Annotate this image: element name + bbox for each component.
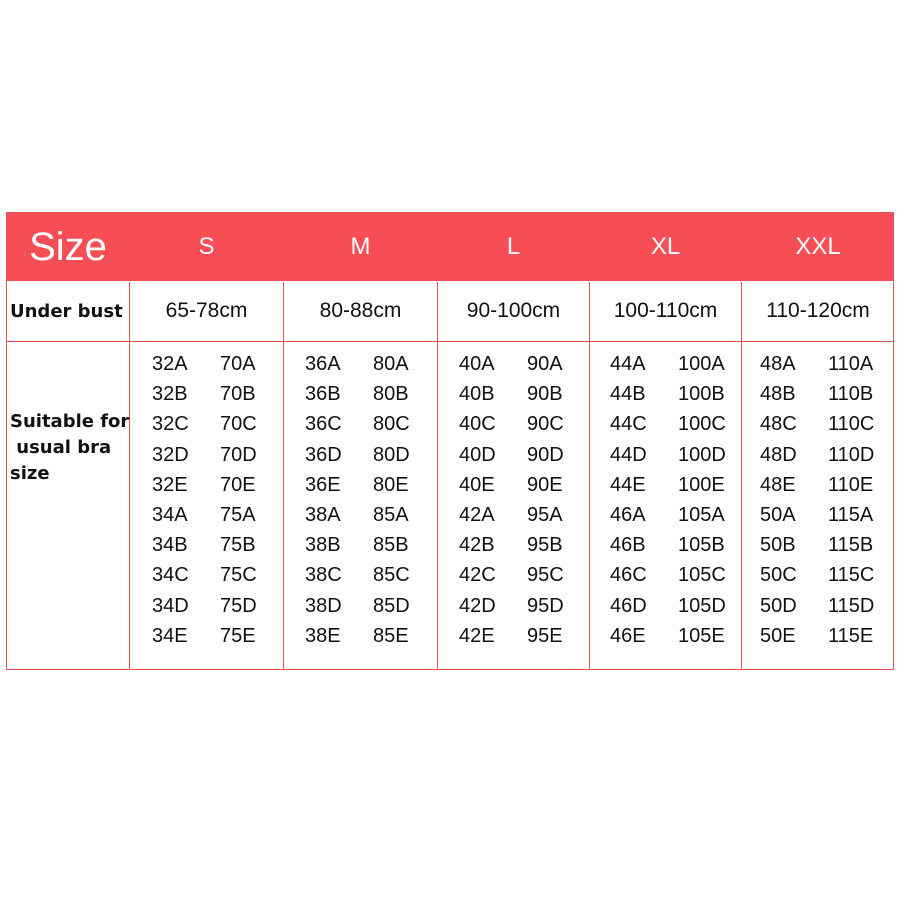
- bra-size-entry: [610, 560, 726, 590]
- eu-bra-size: 100E: [678, 473, 725, 496]
- bra-size-list-l: [459, 349, 564, 651]
- us-bra-size: 44E: [610, 473, 646, 496]
- eu-bra-size: 70A: [220, 353, 256, 375]
- under-bust-l: 90-100cm: [466, 299, 561, 322]
- bra-size-entry: [305, 530, 410, 560]
- eu-bra-size: 95C: [527, 564, 564, 587]
- bra-size-list-xl: [610, 349, 726, 651]
- bra-size-entry: [760, 470, 874, 500]
- bra-size-entry: [305, 591, 410, 621]
- eu-bra-size: 115E: [828, 624, 874, 647]
- under-bust-m: 80-88cm: [319, 299, 402, 322]
- eu-bra-size: 95B: [527, 534, 563, 557]
- bra-size-entry: [760, 560, 874, 590]
- eu-bra-size: 105A: [678, 504, 725, 527]
- us-bra-size: 44B: [610, 383, 646, 406]
- under-bust-label: Under bust: [10, 301, 123, 322]
- us-bra-size: 36C: [305, 413, 342, 436]
- us-bra-size: 46C: [610, 564, 647, 587]
- us-bra-size: 32D: [152, 443, 189, 466]
- bra-size-entry: [305, 440, 410, 470]
- bra-size-entry: [152, 530, 257, 560]
- bra-size-entry: [305, 560, 410, 590]
- bra-size-label-line: usual bra: [10, 437, 112, 458]
- size-header-xxl: XXL: [795, 233, 841, 260]
- eu-bra-size: 100C: [678, 413, 726, 436]
- bra-size-entry: [459, 500, 564, 530]
- bra-size-entry: [459, 560, 564, 590]
- eu-bra-size: 115B: [828, 534, 874, 557]
- bra-size-entry: [152, 379, 257, 409]
- eu-bra-size: 110D: [828, 443, 875, 466]
- bra-size-entry: [459, 349, 564, 379]
- bra-size-entry: [610, 530, 726, 560]
- bra-size-entry: [610, 621, 726, 651]
- bra-size-entry: [760, 621, 874, 651]
- bra-size-entry: [610, 500, 726, 530]
- us-bra-size: 32C: [152, 413, 189, 436]
- bra-size-entry: [459, 470, 564, 500]
- us-bra-size: 36B: [305, 383, 341, 406]
- us-bra-size: 44C: [610, 413, 647, 436]
- us-bra-size: 34E: [152, 624, 188, 647]
- eu-bra-size: 85C: [373, 564, 410, 587]
- bra-size-list-m: [305, 349, 410, 651]
- bra-size-entry: [610, 440, 726, 470]
- bra-size-entry: [152, 621, 257, 651]
- us-bra-size: 42E: [459, 624, 495, 647]
- us-bra-size: 38E: [305, 624, 341, 647]
- us-bra-size: 32E: [152, 473, 188, 496]
- eu-bra-size: 85D: [373, 594, 410, 617]
- size-chart: [6, 212, 894, 670]
- us-bra-size: 34A: [152, 504, 188, 527]
- us-bra-size: 38D: [305, 594, 342, 617]
- bra-size-entry: [305, 500, 410, 530]
- eu-bra-size: 90A: [527, 353, 563, 375]
- bra-size-entry: [152, 591, 257, 621]
- bra-size-list-s: [152, 349, 257, 651]
- us-bra-size: 38A: [305, 504, 341, 527]
- under-bust-s: 65-78cm: [165, 299, 248, 322]
- bra-size-entry: [152, 500, 257, 530]
- bra-size-entry: [610, 349, 726, 379]
- bra-size-entry: [305, 621, 410, 651]
- us-bra-size: 48A: [760, 353, 796, 375]
- us-bra-size: 40D: [459, 443, 496, 466]
- us-bra-size: 46A: [610, 504, 646, 527]
- eu-bra-size: 80A: [373, 353, 409, 375]
- eu-bra-size: 110B: [828, 383, 874, 406]
- us-bra-size: 50D: [760, 594, 797, 617]
- eu-bra-size: 85A: [373, 504, 409, 527]
- bra-size-entry: [760, 440, 874, 470]
- bra-size-entry: [610, 379, 726, 409]
- row-divider: [7, 341, 893, 342]
- bra-size-entry: [610, 470, 726, 500]
- bra-size-entry: [152, 440, 257, 470]
- eu-bra-size: 75A: [220, 504, 256, 527]
- us-bra-size: 34C: [152, 564, 189, 587]
- eu-bra-size: 100D: [678, 443, 726, 466]
- bra-size-entry: [760, 349, 874, 379]
- us-bra-size: 48C: [760, 413, 797, 436]
- us-bra-size: 46D: [610, 594, 647, 617]
- bra-size-entry: [760, 379, 874, 409]
- eu-bra-size: 110E: [828, 473, 874, 496]
- us-bra-size: 38C: [305, 564, 342, 587]
- size-title: Size: [29, 224, 107, 269]
- eu-bra-size: 70B: [220, 383, 256, 406]
- bra-size-entry: [305, 409, 410, 439]
- us-bra-size: 34D: [152, 594, 189, 617]
- us-bra-size: 34B: [152, 534, 188, 557]
- us-bra-size: 48B: [760, 383, 796, 406]
- us-bra-size: 40B: [459, 383, 495, 406]
- us-bra-size: 48E: [760, 473, 796, 496]
- bra-size-entry: [152, 560, 257, 590]
- eu-bra-size: 75D: [220, 594, 257, 617]
- bra-size-entry: [459, 530, 564, 560]
- us-bra-size: 40E: [459, 473, 495, 496]
- bra-size-entry: [760, 409, 874, 439]
- us-bra-size: 50E: [760, 624, 796, 647]
- eu-bra-size: 105D: [678, 594, 726, 617]
- bra-size-entry: [459, 621, 564, 651]
- bra-size-label: [10, 409, 129, 487]
- bra-size-entry: [459, 409, 564, 439]
- us-bra-size: 44D: [610, 443, 647, 466]
- eu-bra-size: 100A: [678, 353, 725, 375]
- eu-bra-size: 115A: [828, 504, 874, 527]
- size-header-s: S: [198, 233, 215, 260]
- eu-bra-size: 70C: [220, 413, 257, 436]
- eu-bra-size: 75B: [220, 534, 256, 557]
- us-bra-size: 32B: [152, 383, 188, 406]
- eu-bra-size: 100B: [678, 383, 725, 406]
- eu-bra-size: 75C: [220, 564, 257, 587]
- eu-bra-size: 95A: [527, 504, 563, 527]
- us-bra-size: 42C: [459, 564, 496, 587]
- under-bust-xxl: 110-120cm: [766, 299, 870, 322]
- eu-bra-size: 95D: [527, 594, 564, 617]
- eu-bra-size: 90E: [527, 473, 563, 496]
- bra-size-entry: [760, 530, 874, 560]
- us-bra-size: 36A: [305, 353, 341, 375]
- us-bra-size: 42B: [459, 534, 495, 557]
- us-bra-size: 42A: [459, 504, 495, 527]
- bra-size-label-line: Suitable for: [10, 411, 130, 432]
- bra-size-entry: [610, 591, 726, 621]
- bra-size-entry: [305, 349, 410, 379]
- bra-size-entry: [152, 470, 257, 500]
- bra-size-list-xxl: [760, 349, 874, 651]
- bra-size-entry: [760, 591, 874, 621]
- us-bra-size: 50A: [760, 504, 796, 527]
- us-bra-size: 44A: [610, 353, 646, 375]
- bra-size-entry: [152, 349, 257, 379]
- bra-size-entry: [459, 591, 564, 621]
- eu-bra-size: 90B: [527, 383, 563, 406]
- bra-size-entry: [305, 470, 410, 500]
- eu-bra-size: 105B: [678, 534, 725, 557]
- bra-size-label-line: size: [10, 463, 50, 484]
- eu-bra-size: 115C: [828, 564, 875, 587]
- us-bra-size: 38B: [305, 534, 341, 557]
- eu-bra-size: 85B: [373, 534, 409, 557]
- size-header-m: M: [350, 233, 371, 260]
- size-header-l: L: [506, 233, 521, 260]
- us-bra-size: 40C: [459, 413, 496, 436]
- eu-bra-size: 105C: [678, 564, 726, 587]
- eu-bra-size: 95E: [527, 624, 563, 647]
- bra-size-entry: [760, 500, 874, 530]
- us-bra-size: 36D: [305, 443, 342, 466]
- us-bra-size: 46B: [610, 534, 646, 557]
- bra-size-entry: [152, 409, 257, 439]
- size-header-xl: XL: [650, 233, 681, 260]
- eu-bra-size: 110C: [828, 413, 875, 436]
- us-bra-size: 50C: [760, 564, 797, 587]
- us-bra-size: 42D: [459, 594, 496, 617]
- us-bra-size: 40A: [459, 353, 495, 375]
- us-bra-size: 36E: [305, 473, 341, 496]
- eu-bra-size: 105E: [678, 624, 725, 647]
- eu-bra-size: 85E: [373, 624, 409, 647]
- eu-bra-size: 80C: [373, 413, 410, 436]
- eu-bra-size: 110A: [828, 353, 874, 375]
- eu-bra-size: 115D: [828, 594, 875, 617]
- eu-bra-size: 80B: [373, 383, 409, 406]
- eu-bra-size: 80E: [373, 473, 409, 496]
- us-bra-size: 50B: [760, 534, 796, 557]
- eu-bra-size: 70D: [220, 443, 257, 466]
- under-bust-xl: 100-110cm: [613, 299, 718, 322]
- bra-size-entry: [305, 379, 410, 409]
- eu-bra-size: 75E: [220, 624, 256, 647]
- us-bra-size: 48D: [760, 443, 797, 466]
- bra-size-entry: [459, 440, 564, 470]
- us-bra-size: 46E: [610, 624, 646, 647]
- eu-bra-size: 70E: [220, 473, 256, 496]
- eu-bra-size: 80D: [373, 443, 410, 466]
- bra-size-entry: [610, 409, 726, 439]
- us-bra-size: 32A: [152, 353, 188, 375]
- bra-size-entry: [459, 379, 564, 409]
- eu-bra-size: 90D: [527, 443, 564, 466]
- eu-bra-size: 90C: [527, 413, 564, 436]
